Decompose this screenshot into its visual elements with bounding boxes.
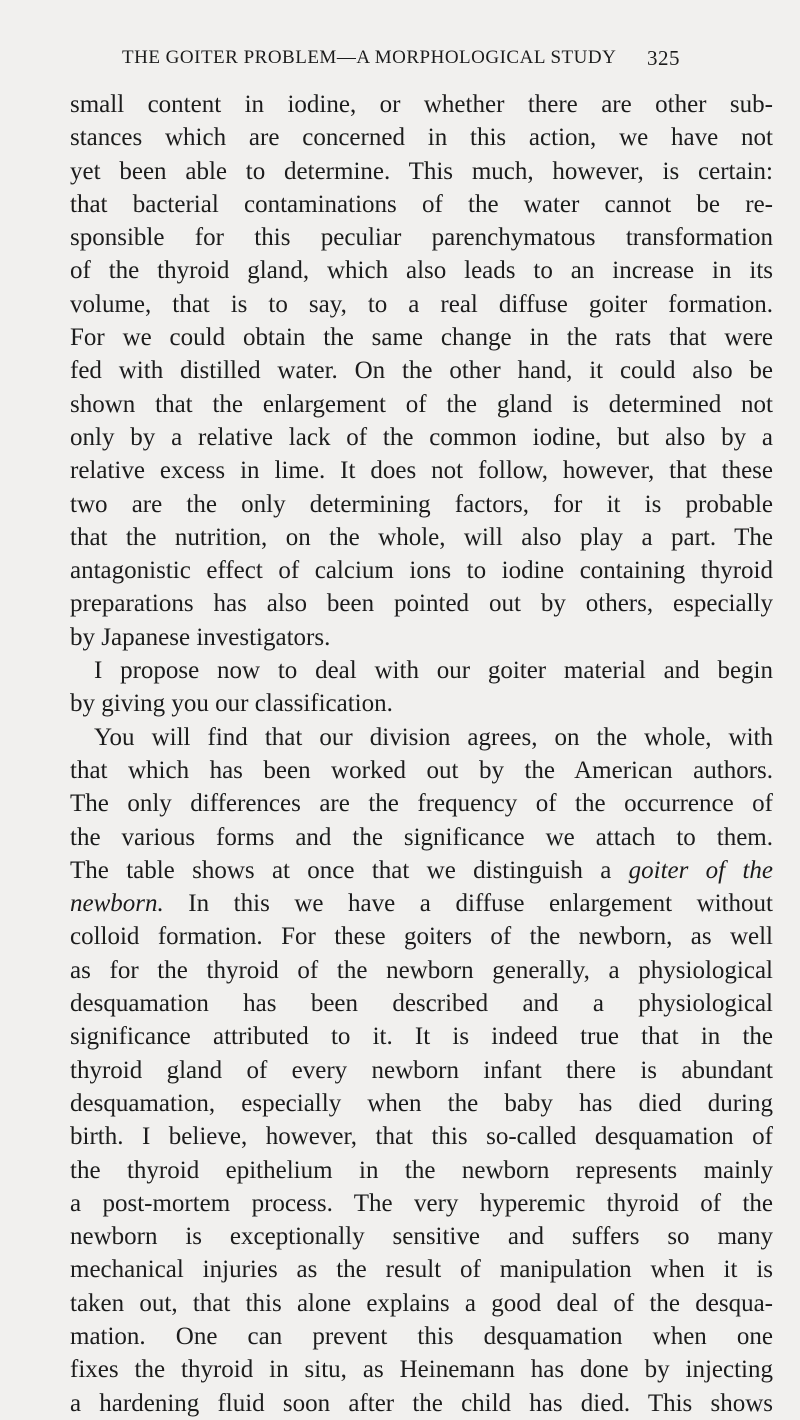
text-line: stances which are concerned in this action, we have not xyxy=(70,124,773,152)
body-text xyxy=(70,88,773,1420)
text-line: relative excess in lime. It does not follow, however, that these xyxy=(70,457,773,485)
text-line: yet been able to determine. This much, however, is certain: xyxy=(70,157,773,185)
text-line: by Japanese investigators. xyxy=(70,623,331,651)
text-line: shown that the enlargement of the gland is determined not xyxy=(70,390,773,418)
text-line: two are the only determining factors, for it is probable xyxy=(70,490,773,518)
text-segment: In this we have a diffuse enlargement without xyxy=(163,890,773,918)
text-line: only by a relative lack of the common iodine, but also by a xyxy=(70,423,773,451)
text-line: colloid formation. For these goiters of the newborn, as well xyxy=(70,923,773,951)
text-line: newborn is exceptionally sensitive and suffers so many xyxy=(70,1223,773,1251)
text-line: birth. I believe, however, that this so-called desquamation of xyxy=(70,1123,773,1151)
text-line: I propose now to deal with our goiter material and begin xyxy=(94,657,773,685)
text-line: fixes the thyroid in situ, as Heinemann has done by injecting xyxy=(70,1356,773,1384)
emphasis: goiter of the xyxy=(628,856,773,884)
text-line xyxy=(70,887,773,920)
text-line: volume, that is to say, to a real diffuse goiter formation. xyxy=(70,290,773,318)
running-head-title: THE GOITER PROBLEM—A MORPHOLOGICAL STUDY xyxy=(122,47,617,68)
text-line: small content in iodine, or whether there are other sub- xyxy=(70,91,773,118)
text-line: For we could obtain the same change in the rats that were xyxy=(70,324,773,352)
text-line: a post-mortem process. The very hyperemic thyroid of the xyxy=(70,1189,773,1217)
paragraph xyxy=(70,721,773,1420)
text-line: sponsible for this peculiar parenchymatous transformation xyxy=(70,224,773,252)
running-head xyxy=(122,47,680,77)
text-line: a hardening fluid soon after the child has died. This shows xyxy=(70,1389,773,1417)
text-line: that bacterial contaminations of the water cannot be re- xyxy=(70,190,773,218)
text-line: mation. One can prevent this desquamation when one xyxy=(70,1322,773,1350)
text-line: preparations has also been pointed out by others, especially xyxy=(70,590,773,618)
text-line: fed with distilled water. On the other hand, it could also be xyxy=(70,357,773,385)
text-line: by giving you our classification. xyxy=(70,690,393,718)
text-line: that the nutrition, on the whole, will also play a part. The xyxy=(70,523,773,551)
text-line: of the thyroid gland, which also leads to an increase in its xyxy=(70,257,773,285)
text-line: antagonistic effect of calcium ions to iodine containing thyroid xyxy=(70,557,773,585)
page-number: 325 xyxy=(647,46,680,70)
text-line: that which has been worked out by the American authors. xyxy=(70,756,773,784)
text-line: desquamation has been described and a physiological xyxy=(70,990,773,1018)
text-line: mechanical injuries as the result of manipulation when it is xyxy=(70,1256,773,1284)
text-line: thyroid gland of every newborn infant there is abundant xyxy=(70,1056,773,1084)
text-segment: The table shows at once that we distinguish a xyxy=(70,856,629,884)
text-line: significance attributed to it. It is indeed true that in the xyxy=(70,1023,773,1051)
emphasis: newborn. xyxy=(70,890,164,918)
paragraph xyxy=(70,88,773,654)
text-line: as for the thyroid of the newborn generally, a physiological xyxy=(70,956,773,984)
text-line: You will find that our division agrees, on the whole, with xyxy=(94,723,773,751)
text-line: desquamation, especially when the baby has died during xyxy=(70,1089,773,1117)
text-line: the thyroid epithelium in the newborn represents mainly xyxy=(70,1156,773,1184)
text-line: the various forms and the significance we attach to them. xyxy=(70,823,773,851)
text-line: The only differences are the frequency of the occurrence of xyxy=(70,790,773,818)
paragraph xyxy=(70,654,773,721)
text-line: taken out, that this alone explains a good deal of the desqua- xyxy=(70,1289,773,1317)
text-line xyxy=(70,854,773,887)
